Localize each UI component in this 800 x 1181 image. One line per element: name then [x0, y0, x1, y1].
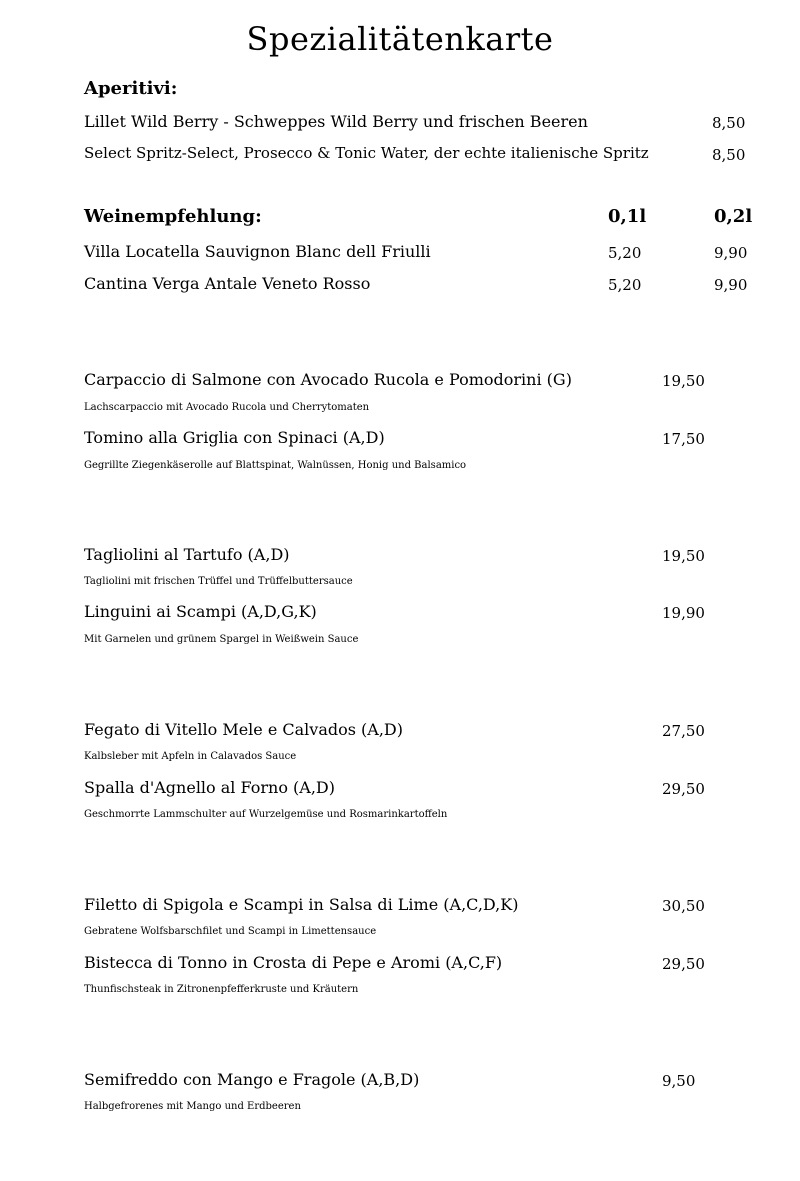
dish-name: Spalla d'Agnello al Forno (A,D) [84, 778, 335, 797]
dish-price: 9,50 [662, 1072, 696, 1090]
dish-description: Thunfischsteak in Zitronenpfefferkruste und Kräutern [84, 984, 359, 995]
wein-col-large: 0,2l [714, 206, 753, 227]
dish-name: Carpaccio di Salmone con Avocado Rucola e Pomodorini (G) [84, 370, 572, 389]
wein-col-small: 0,1l [608, 206, 647, 227]
dish-description: Geschmorrte Lammschulter auf Wurzelgemüse und Rosmarinkartoffeln [84, 809, 448, 820]
dish-price: 17,50 [662, 430, 705, 448]
dish-description: Gebratene Wolfsbarschfilet und Scampi in Limettensauce [84, 926, 377, 937]
wein-heading: Weinempfehlung: [84, 206, 262, 227]
dish-name: Bistecca di Tonno in Crosta di Pepe e Aromi (A,C,F) [84, 953, 503, 972]
aperitivo-name: Lillet Wild Berry - Schweppes Wild Berry und frischen Beeren [84, 112, 588, 131]
dish-description: Halbgefrorenes mit Mango und Erdbeeren [84, 1101, 301, 1112]
dish-price: 29,50 [662, 780, 705, 798]
wein-name: Villa Locatella Sauvignon Blanc dell Friulli [84, 242, 431, 261]
aperitivo-name: Select Spritz-Select, Prosecco & Tonic Water, der echte italienische Spritz [84, 144, 649, 162]
aperitivo-price: 8,50 [712, 146, 746, 164]
dish-description: Tagliolini mit frischen Trüffel und Trüffelbuttersauce [84, 576, 353, 587]
wein-price-small: 5,20 [608, 276, 642, 294]
dish-name: Tomino alla Griglia con Spinaci (A,D) [84, 428, 385, 447]
dish-name: Fegato di Vitello Mele e Calvados (A,D) [84, 720, 403, 739]
wein-price-large: 9,90 [714, 244, 748, 262]
page-title: Spezialitätenkarte [246, 20, 554, 58]
dish-description: Mit Garnelen und grünem Spargel in Weißwein Sauce [84, 634, 359, 645]
dish-price: 30,50 [662, 897, 705, 915]
dish-price: 27,50 [662, 722, 705, 740]
dish-name: Linguini ai Scampi (A,D,G,K) [84, 602, 317, 621]
dish-name: Semifreddo con Mango e Fragole (A,B,D) [84, 1070, 420, 1089]
dish-name: Filetto di Spigola e Scampi in Salsa di Lime (A,C,D,K) [84, 895, 519, 914]
dish-description: Gegrillte Ziegenkäserolle auf Blattspinat, Walnüssen, Honig und Balsamico [84, 460, 467, 471]
dish-price: 19,50 [662, 547, 705, 565]
dish-description: Lachscarpaccio mit Avocado Rucola und Cherrytomaten [84, 402, 370, 413]
wein-price-large: 9,90 [714, 276, 748, 294]
wein-price-small: 5,20 [608, 244, 642, 262]
wein-name: Cantina Verga Antale Veneto Rosso [84, 274, 371, 293]
dish-price: 29,50 [662, 955, 705, 973]
aperitivi-heading: Aperitivi: [84, 78, 178, 99]
dish-price: 19,50 [662, 372, 705, 390]
dish-description: Kalbsleber mit Apfeln in Calavados Sauce [84, 751, 297, 762]
dish-name: Tagliolini al Tartufo (A,D) [84, 545, 290, 564]
aperitivo-price: 8,50 [712, 114, 746, 132]
dish-price: 19,90 [662, 604, 705, 622]
